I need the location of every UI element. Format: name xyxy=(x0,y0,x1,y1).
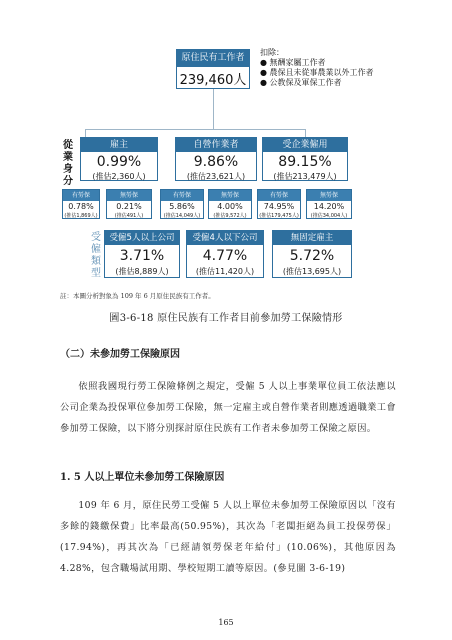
deduction-item: ● 農保且未從事農業以外工作者 xyxy=(260,68,374,77)
employ-type-pct: 3.71% xyxy=(119,248,165,264)
status-box-employer xyxy=(80,137,158,181)
insurance-box xyxy=(160,189,204,219)
insurance-title: 無勞保 xyxy=(107,190,151,201)
insurance-est: (推估34,004人) xyxy=(310,213,348,219)
employment-status-label: 從 業 身 分 xyxy=(63,140,73,187)
insurance-est: (推估1,869人) xyxy=(64,213,98,219)
employ-type-box xyxy=(186,230,264,278)
employ-type-box xyxy=(272,230,352,278)
total-workers-value: 239,460人 xyxy=(179,73,247,88)
connector-line xyxy=(213,89,214,129)
status-est: (推估23,621人) xyxy=(186,172,246,181)
insurance-pct: 0.78% xyxy=(68,202,94,211)
status-pct: 0.99% xyxy=(96,154,142,170)
insurance-title: 無勞保 xyxy=(209,190,251,201)
total-workers-box xyxy=(176,49,250,89)
total-workers-title: 原住民有工作者 xyxy=(177,50,249,67)
body-paragraph: 依照我國現行勞工保險條例之規定，受僱 5 人以上事業單位員工依法應以公司企業為投保單位參加勞工保險，無一定雇主或自營作業者則應透過職業工會參加勞工保險，以下將分別探討原住民族有工作者未參加勞工保險之原因。 xyxy=(60,381,396,434)
connector-line xyxy=(85,129,305,130)
status-pct: 9.86% xyxy=(193,154,239,170)
employ-type-title: 受僱4人以下公司 xyxy=(187,231,263,245)
insurance-pct: 5.86% xyxy=(169,202,195,211)
connector-line xyxy=(85,129,86,137)
insurance-est: (推估491人) xyxy=(114,213,144,219)
insurance-title: 有勞保 xyxy=(161,190,203,201)
insurance-box xyxy=(257,189,301,219)
body-paragraph: 109 年 6 月，原住民勞工受僱 5 人以上單位未參加勞工保險原因以「沒有多餘的錢繳保費」比率最高(50.95%)，其次為「老闆拒絕為員工投保勞保」(17.94%)，再其次為「已經請領勞保老年給付」(10.06%)，其他原因為 4.28%，包含職場試用期、學校短期工讀等原因。(參見圖 3-6-19) xyxy=(60,500,396,574)
insurance-title: 有勞保 xyxy=(63,190,99,201)
insurance-est: (推估9,572人) xyxy=(213,213,247,219)
insurance-est: (推估179,475人) xyxy=(259,213,299,219)
insurance-box xyxy=(62,189,100,219)
employ-type-est: (推估13,695人) xyxy=(282,267,342,276)
insurance-pct: 74.95% xyxy=(263,202,295,211)
deductions-list xyxy=(260,48,374,88)
deductions-heading: 扣除： xyxy=(260,48,284,57)
insurance-title: 有勞保 xyxy=(258,190,300,201)
employ-type-pct: 5.72% xyxy=(289,248,335,264)
status-box-self-employed xyxy=(175,137,257,181)
employ-type-title: 受僱5人以上公司 xyxy=(105,231,179,245)
employ-type-pct: 4.77% xyxy=(202,248,248,264)
connector-line xyxy=(305,129,306,137)
status-est: (推估2,360人) xyxy=(92,172,146,181)
status-title: 受企業僱用 xyxy=(263,138,347,152)
employ-type-box xyxy=(104,230,180,278)
status-pct: 89.15% xyxy=(278,154,332,170)
page-number: 165 xyxy=(218,618,234,627)
section-heading: （二）未參加勞工保險原因 xyxy=(60,349,180,360)
employ-type-est: (推估11,420人) xyxy=(195,267,255,276)
insurance-est: (推估14,049人) xyxy=(163,213,201,219)
insurance-box xyxy=(306,189,352,219)
insurance-pct: 14.20% xyxy=(313,202,345,211)
status-est: (推估213,479人) xyxy=(273,172,337,181)
insurance-box xyxy=(106,189,152,219)
subsection-heading: 1. 5 人以上單位未參加勞工保險原因 xyxy=(60,472,225,483)
insurance-pct: 4.00% xyxy=(217,202,243,211)
employment-type-label: 受 僱 類 型 xyxy=(91,232,101,279)
status-title: 雇主 xyxy=(81,138,157,152)
insurance-box xyxy=(208,189,252,219)
figure-note: 註：本圖分析對象為 109 年 6 月原住民族有工作者。 xyxy=(60,292,215,300)
status-title: 自營作業者 xyxy=(176,138,256,152)
employ-type-est: (推估8,889人) xyxy=(115,267,169,276)
deduction-item: ● 無酬家屬工作者 xyxy=(260,58,326,67)
figure-caption: 圖3-6-18 原住民族有工作者目前參加勞工保險情形 xyxy=(109,313,343,324)
insurance-title: 無勞保 xyxy=(307,190,351,201)
deduction-item: ● 公教保及軍保工作者 xyxy=(260,78,342,87)
employ-type-title: 無固定雇主 xyxy=(273,231,351,245)
insurance-pct: 0.21% xyxy=(116,202,142,211)
status-box-employed xyxy=(262,137,348,181)
